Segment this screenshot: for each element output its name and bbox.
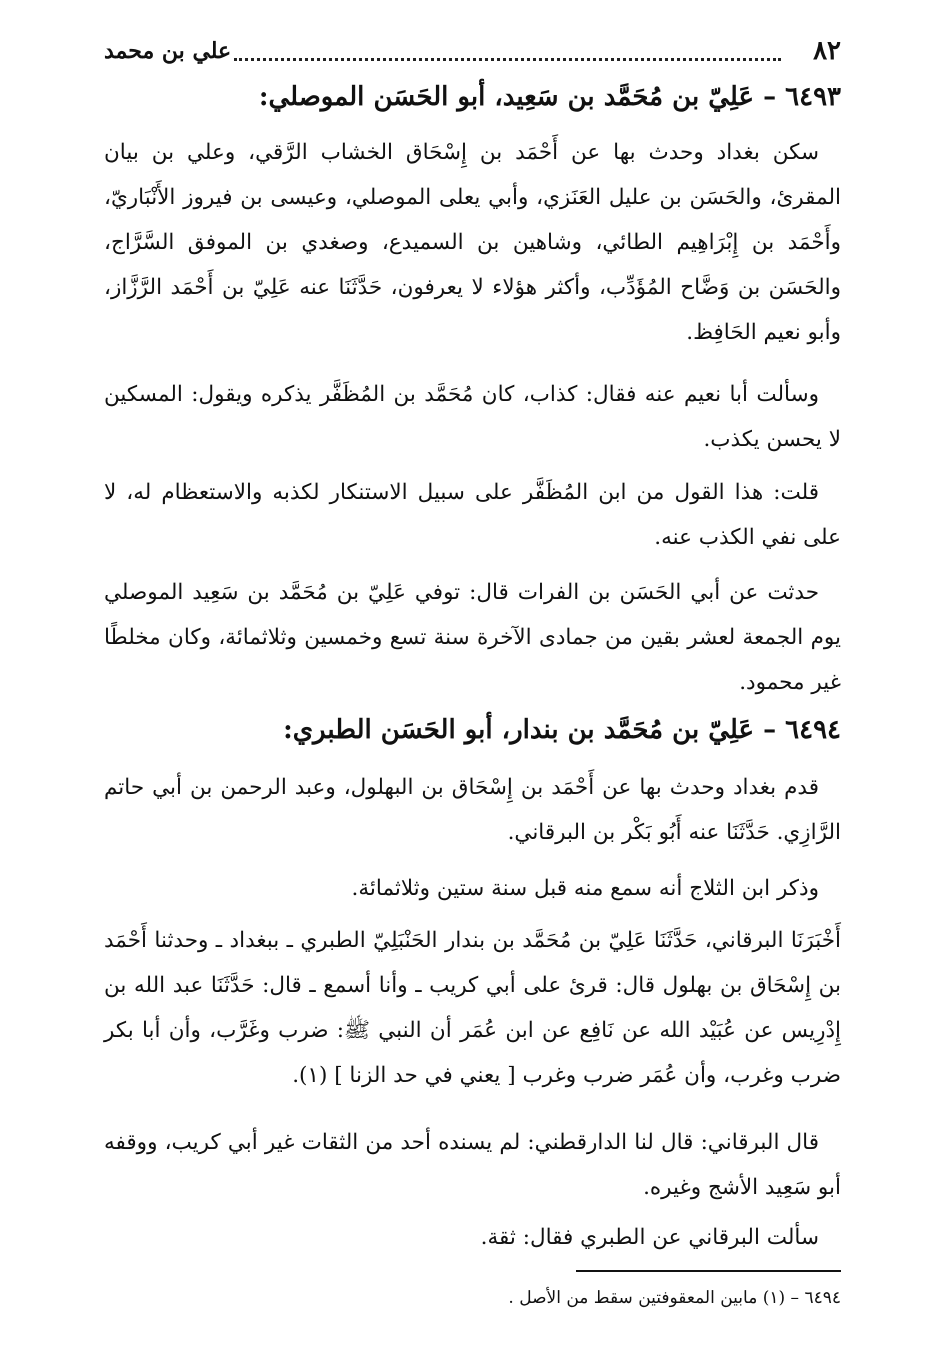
paragraph: قال البرقاني: قال لنا الدارقطني: لم يسنده أحد من الثقات غير أبي كريب، ووقفه أبو سَعِيد الأشج وغيره. — [104, 1130, 841, 1200]
paragraph: وذكر ابن الثلاج أنه سمع منه قبل سنة ستين وثلاثمائة. — [351, 876, 819, 901]
footnote: ٦٤٩٤ – (١) مابين المعقوفتين سقط من الأصل . — [508, 1288, 841, 1308]
paragraph: حدثت عن أبي الحَسَن بن الفرات قال: توفي عَلِيّ بن مُحَمَّد بن سَعِيد الموصلي يوم الجمعة لعشر بقين من جمادى الآخرة سنة تسع وخمسين وثلاثمائة، وكان مخلطًا غير محمود. — [104, 580, 841, 695]
paragraph: سألت البرقاني عن الطبري فقال: ثقة. — [480, 1225, 819, 1250]
paragraph: وسألت أبا نعيم عنه فقال: كذاب، كان مُحَمَّد بن المُظَفَّر يذكره ويقول: المسكين لا يحسن يكذب. — [104, 382, 841, 452]
page-number: ٨٢ — [813, 36, 841, 66]
paragraph: سكن بغداد وحدث بها عن أَحْمَد بن إِسْحَاق الخشاب الرَّقي، وعلي بن بيان المقرئ، والحَسَن بن عليل العَنَزي، وأبي يعلى الموصلي، وعيسى بن فيروز الأَنْبَاريّ، وأَحْمَد بن إِبْرَاهِيم الطائي، وشاهين بن السميدع، وصغدي بن الموفق السَّرَّاج، والحَسَن بن وَضَّاح المُؤَدِّب، وأكثر هؤلاء لا يعرفون، حَدَّثَنَا عنه عَلِيّ بن أَحْمَد الرَّزَّاز، وأبو نعيم الحَافِظ. — [104, 140, 841, 345]
page-header — [104, 36, 841, 70]
paragraph: أَخْبَرَنَا البرقاني، حَدَّثَنَا عَلِيّ بن مُحَمَّد بن بندار الحَنْبَلِيّ الطبري ـ ببغداد ـ وحدثنا أَحْمَد بن إِسْحَاق بن بهلول قال: قرئ على أبي كريب ـ وأنا أسمع ـ قال: حَدَّثَنَا عبد الله بن إِدْرِيس عن عُبَيْد الله عن نَافِع عن ابن عُمَر أن النبي ﷺ: ضرب وغَرَّب، وأن أبا بكر ضرب وغرب، وأن عُمَر ضرب وغرب [ يعني في حد الزنا ] (١). — [104, 928, 841, 1088]
running-title: علي بن محمد — [104, 38, 232, 64]
footnote-separator — [576, 1270, 841, 1272]
paragraph: قلت: هذا القول من ابن المُظَفَّر على سبيل الاستنكار لكذبه والاستعظام له، لا على نفي الكذب عنه. — [104, 480, 841, 550]
paragraph: قدم بغداد وحدث بها عن أَحْمَد بن إِسْحَاق بن البهلول، وعبد الرحمن بن أبي حاتم الرَّازِي. حَدَّثَنَا عنه أَبُو بَكْر بن البرقاني. — [104, 775, 841, 845]
dotted-leader — [234, 58, 781, 61]
entry-title-6494: ٦٤٩٤ – عَلِيّ بن مُحَمَّد بن بندار، أبو الحَسَن الطبري: — [283, 715, 841, 745]
entry-title-6493: ٦٤٩٣ – عَلِيّ بن مُحَمَّد بن سَعِيد، أبو الحَسَن الموصلي: — [258, 82, 841, 112]
